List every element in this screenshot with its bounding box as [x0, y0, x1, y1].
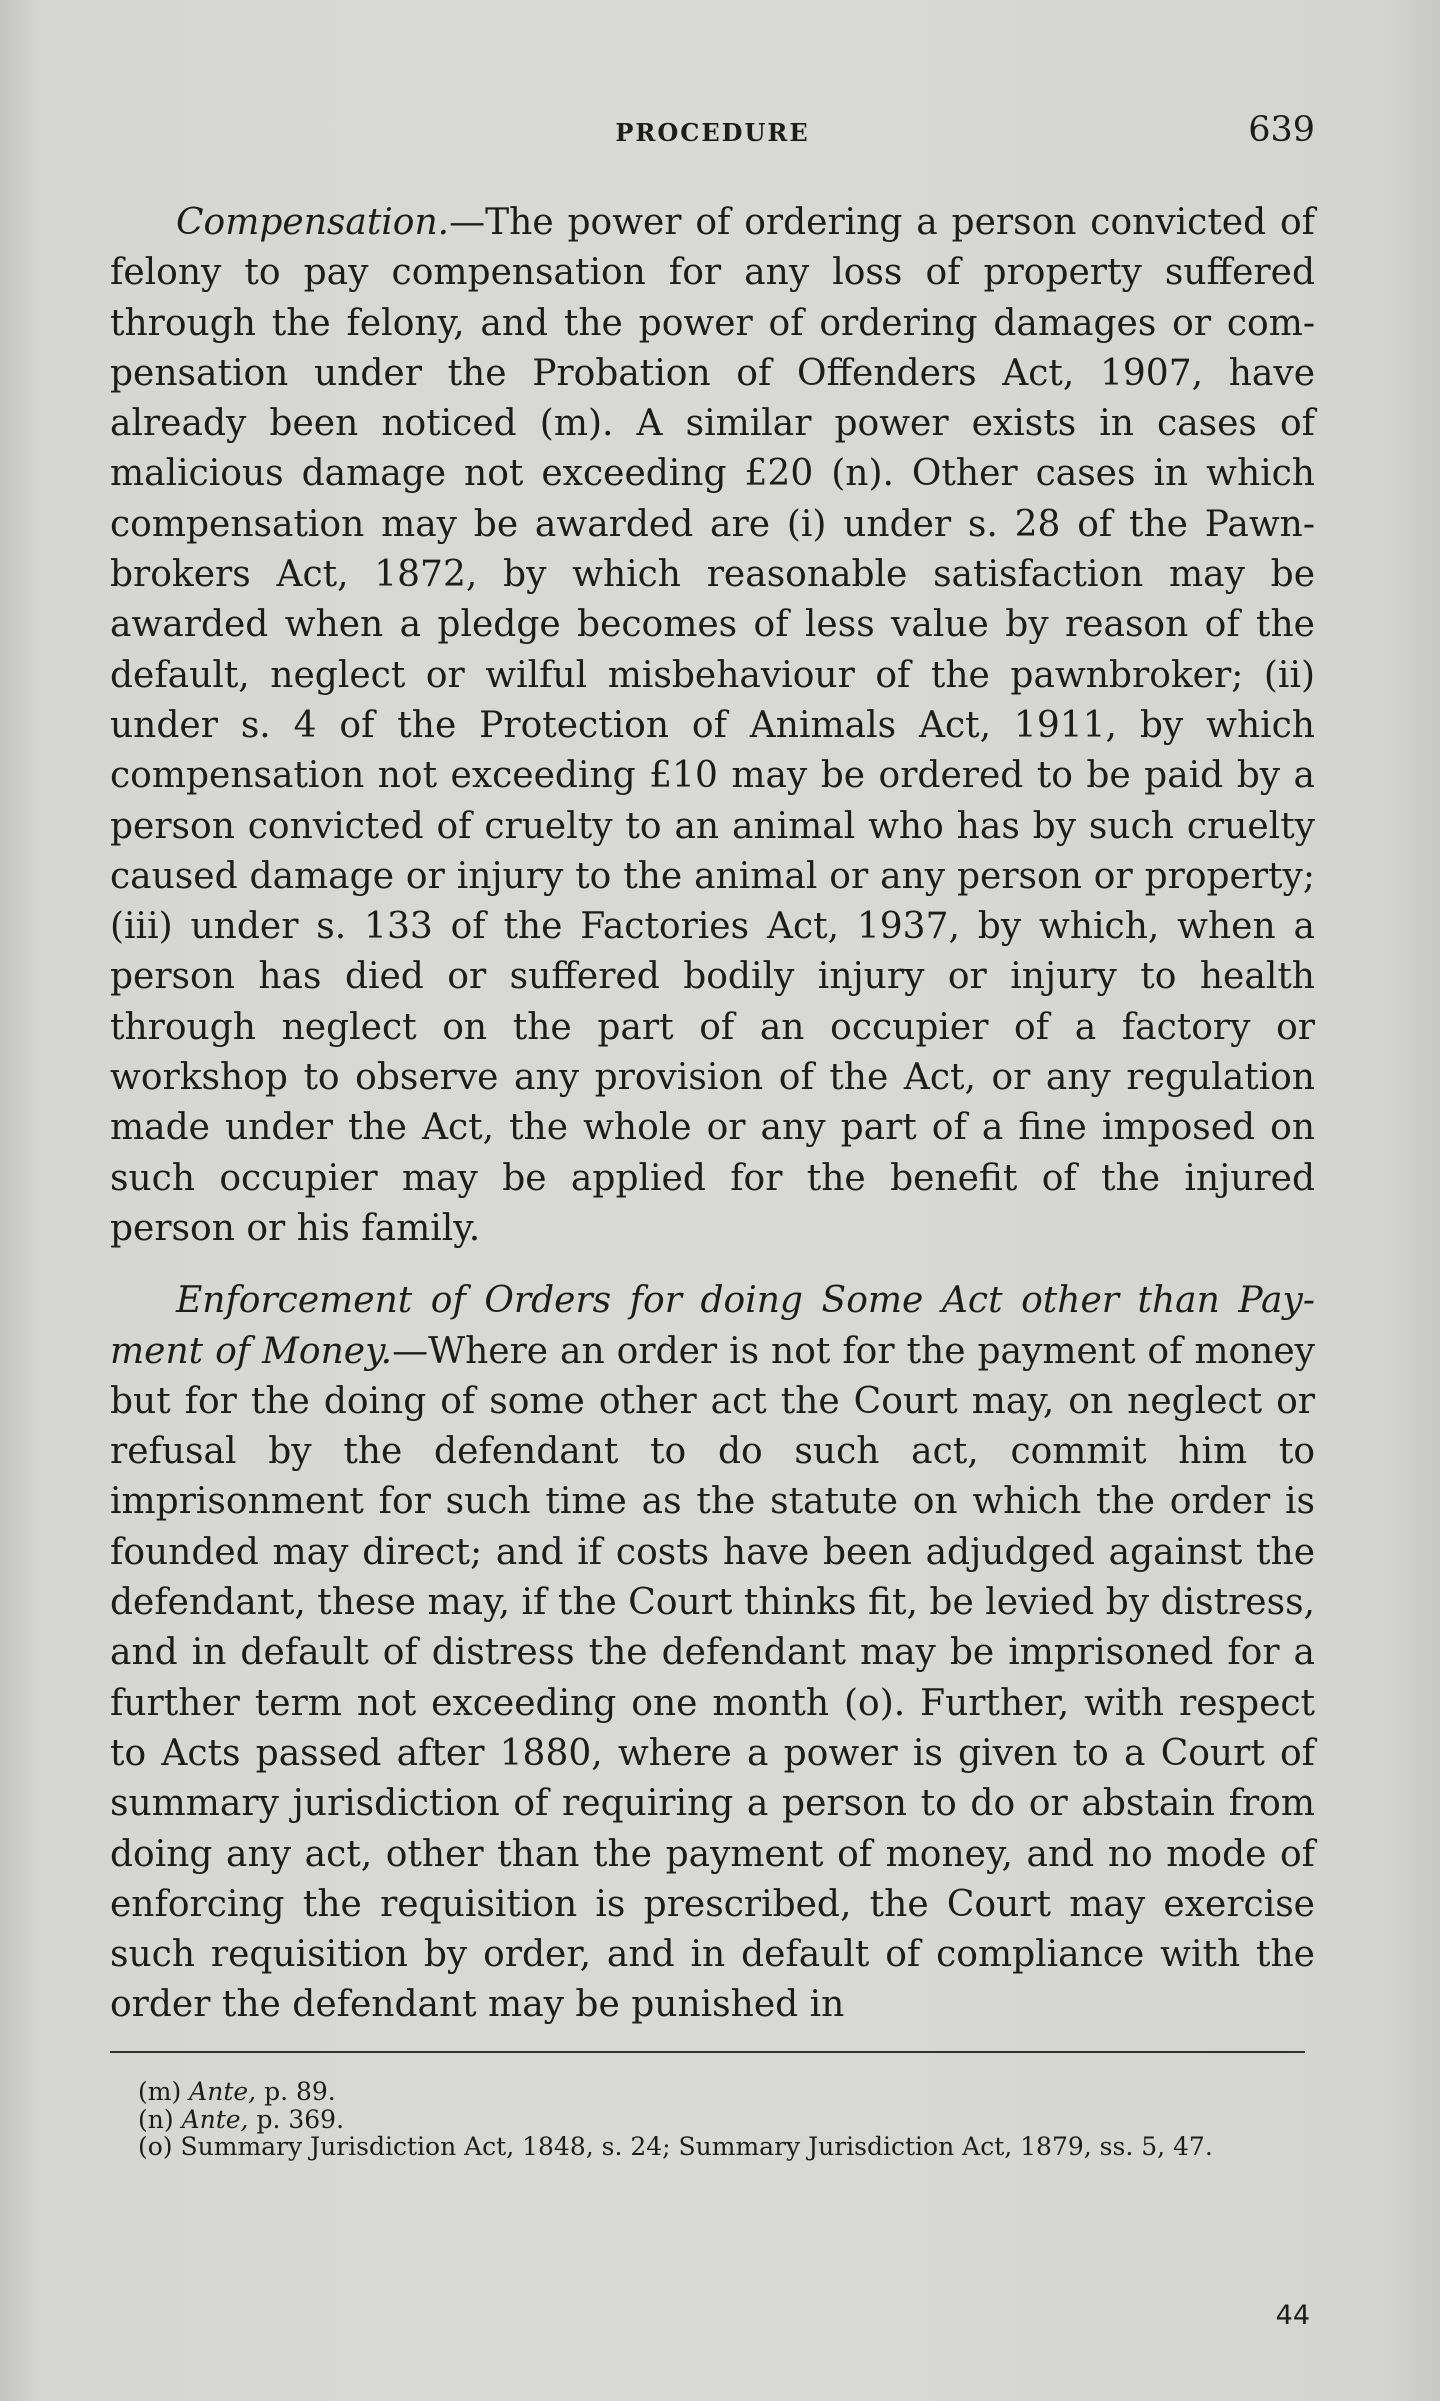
footnote-mark: (o)	[138, 2132, 173, 2161]
footnote	[100, 2078, 1315, 2106]
paragraph-text: —The power of ordering a person convicted of felony to pay compensation for any loss of property suffered through the felony, and the power of ordering damages or compensation under the Probation of Offenders Act, 1907, have already been noticed (m). A similar power exists in cases of malicious damage not exceeding £20 (n). Other cases in which compensation may be awarded are (i) under s. 28 of the Pawnbrokers Act, 1872, by which reasonable satisfaction may be awarded when a pledge becomes of less value by reason of the default, neglect or wilful misbehaviour of the pawnbroker; (ii) under s. 4 of the Protection of Animals Act, 1911, by which compensation not exceeding £10 may be ordered to be paid by a person convicted of cruelty to an animal who has by such cruelty caused damage or injury to the animal or any person or property; (iii) under s. 133 of the Factories Act, 1937, by which, when a person has died or suffered bodily injury or injury to health through neglect on the part of an occupier of a factory or workshop to observe any provision of the Act, or any regulation made under the Act, the whole or any part of a fine imposed on such occupier may be applied for the benefit of the injured person or his family.	[110, 202, 1315, 1249]
footnote	[100, 2106, 1315, 2134]
running-title: PROCEDURE	[615, 118, 810, 147]
footnote-mark: (m)	[138, 2077, 182, 2106]
footnote-text: p. 369.	[248, 2104, 345, 2134]
footnote-mark: (n)	[138, 2104, 174, 2134]
page-header	[110, 110, 1315, 160]
footnote-reference: Ante,	[189, 2077, 257, 2106]
footnote-rule	[110, 2051, 1305, 2053]
footnotes	[100, 2078, 1315, 2161]
footnote-reference: Ante,	[181, 2104, 249, 2134]
footnote	[100, 2133, 1315, 2161]
page-number: 639	[1248, 110, 1315, 150]
footnote-text: Summary Jurisdiction Act, 1848, s. 24; Summary Jurisdiction Act, 1879, ss. 5, 47.	[180, 2132, 1213, 2161]
paragraph-heading: Compensation.	[176, 202, 450, 243]
paragraph-enforcement	[110, 1276, 1315, 2030]
signature-mark: 44	[1275, 2300, 1310, 2331]
paragraph-text: —Where an order is not for the payment of money but for the doing of some other act the Court may, on neglect or refusal by the defendant to do such act, commit him to imprisonment for such time as the statute on which the order is founded may direct; and if costs have been adjudged against the defendant, these may, if the Court thinks fit, be levied by distress, and in default of distress the defendant may be imprisoned for a further term not exceeding one month (o). Further, with respect to Acts passed after 1880, where a power is given to a Court of summary jurisdiction of requiring a person to do or abstain from doing any act, other than the payment of money, and no mode of enforcing the requisition is prescribed, the Court may exercise such requisition by order, and in default of compliance with the order the defendant may be punished in	[110, 1330, 1315, 2026]
paragraph-heading: Enforcement of Orders for doing Some Act other than Payment of Money.	[110, 1280, 1315, 1372]
body-text	[110, 198, 1315, 2031]
footnote-text: p. 89.	[256, 2077, 336, 2106]
paragraph-compensation	[110, 198, 1315, 1254]
